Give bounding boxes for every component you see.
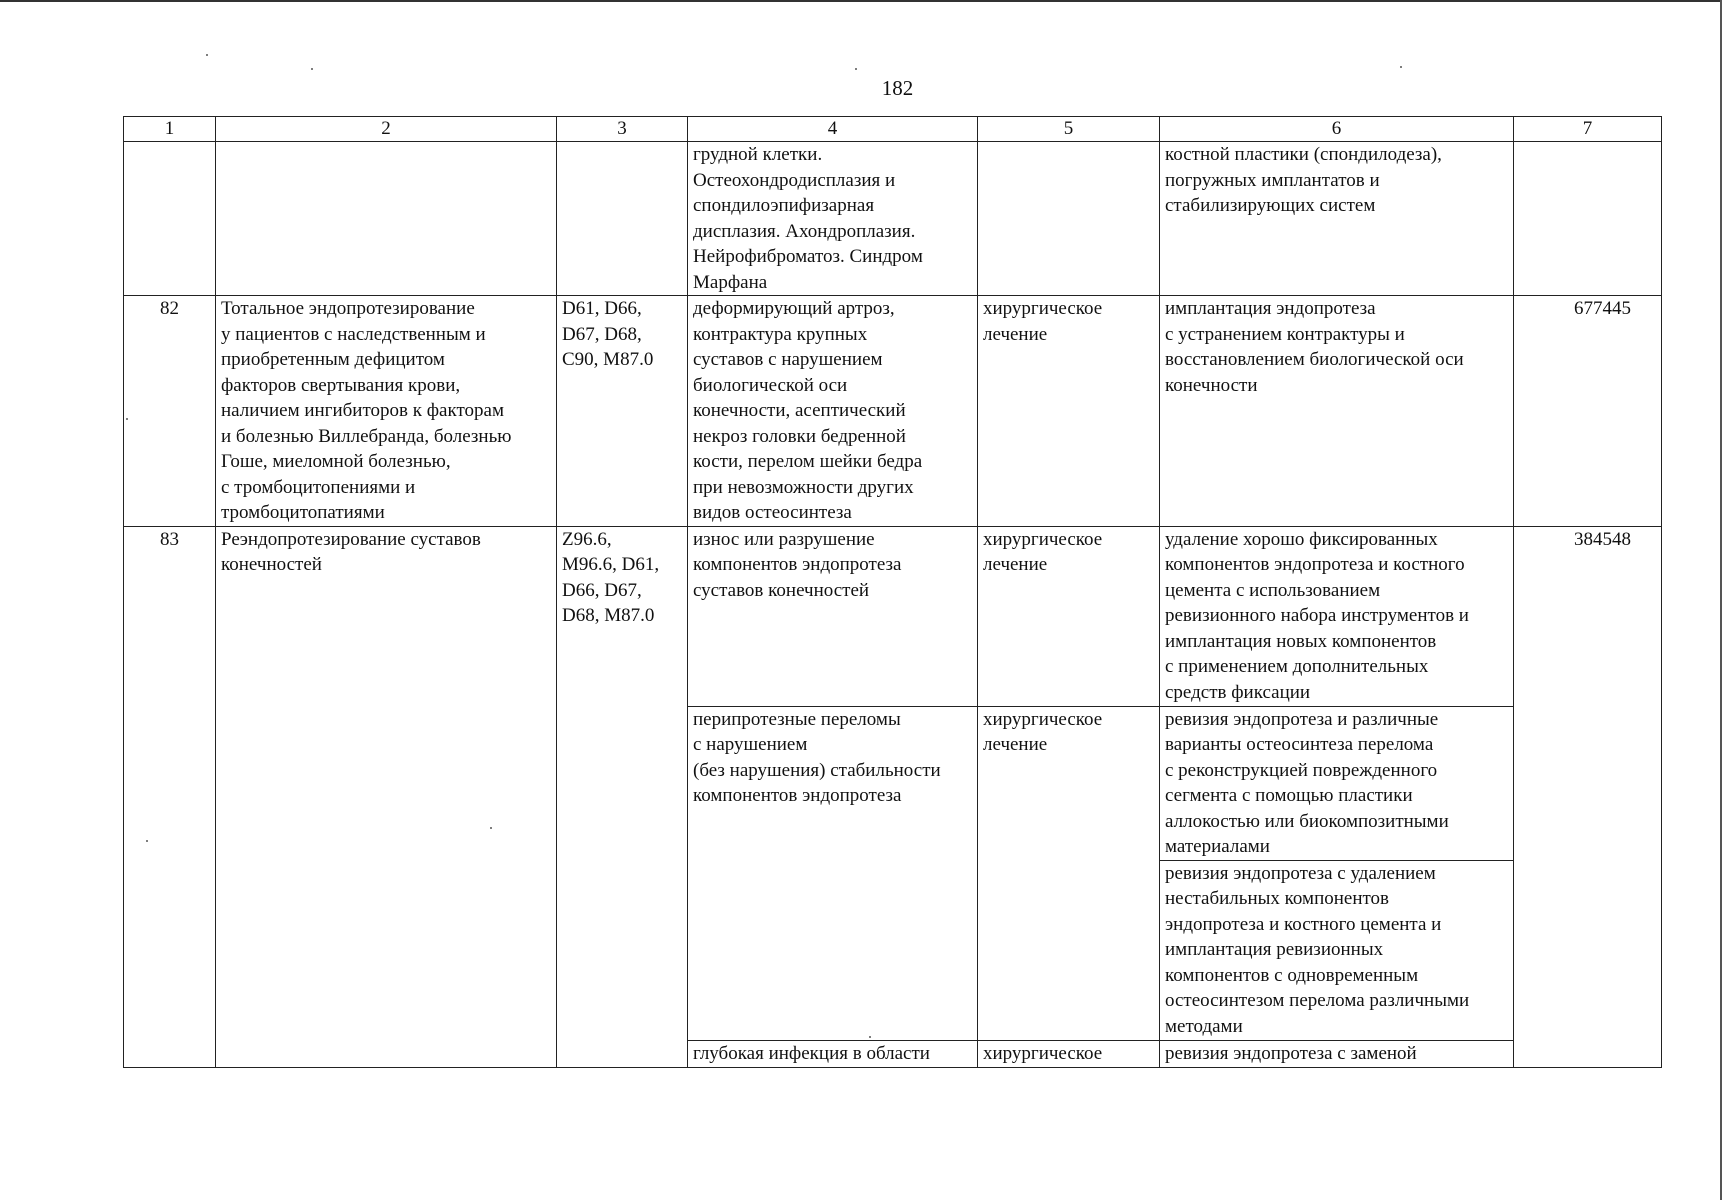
cell-empty	[216, 142, 557, 296]
diagnosis-cell: глубокая инфекция в области	[688, 1040, 978, 1067]
method-cell: костной пластики (спондилодеза), погружных имплантатов и стабилизирующих систем	[1160, 142, 1514, 296]
cell-empty	[557, 142, 688, 296]
scan-speck	[311, 68, 313, 70]
price-cell: 384548	[1514, 526, 1662, 1067]
scan-top-edge	[0, 0, 1722, 2]
header-col-5: 5	[978, 117, 1160, 142]
scan-speck	[855, 68, 857, 70]
diagnosis-cell: перипротезные переломы с нарушением (без нарушения) стабильности компонентов эндопротеза	[688, 706, 978, 1040]
treatment-type-cell: хирургическое лечение	[978, 706, 1160, 1040]
header-col-1: 1	[124, 117, 216, 142]
cell-empty	[124, 142, 216, 296]
row-number: 82	[124, 296, 216, 527]
diagnosis-cell: грудной клетки. Остеохондродисплазия и спондилоэпифизарная дисплазия. Ахондроплазия. Нейрофиброматоз. Синдром Марфана	[688, 142, 978, 296]
treatment-type-cell: хирургическое лечение	[978, 296, 1160, 527]
icd-codes-cell: D61, D66, D67, D68, C90, M87.0	[557, 296, 688, 527]
icd-codes-cell: Z96.6, M96.6, D61, D66, D67, D68, M87.0	[557, 526, 688, 1067]
method-cell: ревизия эндопротеза и различные варианты остеосинтеза перелома с реконструкцией поврежденного сегмента с помощью пластики аллокостью или биокомпозитными материалами	[1160, 706, 1514, 860]
scan-speck	[206, 54, 208, 56]
header-col-4: 4	[688, 117, 978, 142]
table-row-83	[124, 526, 1662, 706]
service-name-cell: Реэндопротезирование суставов конечностей	[216, 526, 557, 1067]
header-col-2: 2	[216, 117, 557, 142]
diagnosis-cell: износ или разрушение компонентов эндопротеза суставов конечностей	[688, 526, 978, 706]
method-cell: ревизия эндопротеза с заменой	[1160, 1040, 1514, 1067]
page-number: 182	[881, 76, 914, 100]
treatment-type-cell: хирургическое лечение	[978, 526, 1160, 706]
service-name-cell: Тотальное эндопротезирование у пациентов с наследственным и приобретенным дефицитом факторов свертывания крови, наличием ингибиторов к факторам и болезнью Виллебранда, болезнью Гоше, миеломной болезнью, с тромбоцитопениями и тромбоцитопатиями	[216, 296, 557, 527]
method-cell: удаление хорошо фиксированных компонентов эндопротеза и костного цемента с использованием ревизионного набора инструментов и имплантация новых компонентов с применением дополнительных средств фиксации	[1160, 526, 1514, 706]
cell-empty	[1514, 142, 1662, 296]
services-table	[123, 116, 1662, 1068]
price-cell: 677445	[1514, 296, 1662, 527]
diagnosis-cell: деформирующий артроз, контрактура крупных суставов с нарушением биологической оси конечности, асептический некроз головки бедренной кости, перелом шейки бедра при невозможности других видов остеосинтеза	[688, 296, 978, 527]
method-cell: ревизия эндопротеза с удалением нестабильных компонентов эндопротеза и костного цемента и имплантация ревизионных компонентов с одновременным остеосинтезом перелома различными методами	[1160, 860, 1514, 1040]
row-number: 83	[124, 526, 216, 1067]
method-cell: имплантация эндопротеза с устранением контрактуры и восстановлением биологической оси конечности	[1160, 296, 1514, 527]
treatment-type-cell: хирургическое	[978, 1040, 1160, 1067]
scan-speck	[1400, 66, 1402, 68]
table-header-row	[124, 117, 1662, 142]
table-row-continuation	[124, 142, 1662, 296]
header-col-7: 7	[1514, 117, 1662, 142]
header-col-3: 3	[557, 117, 688, 142]
cell-empty	[978, 142, 1160, 296]
table-row-82	[124, 296, 1662, 527]
header-col-6: 6	[1160, 117, 1514, 142]
